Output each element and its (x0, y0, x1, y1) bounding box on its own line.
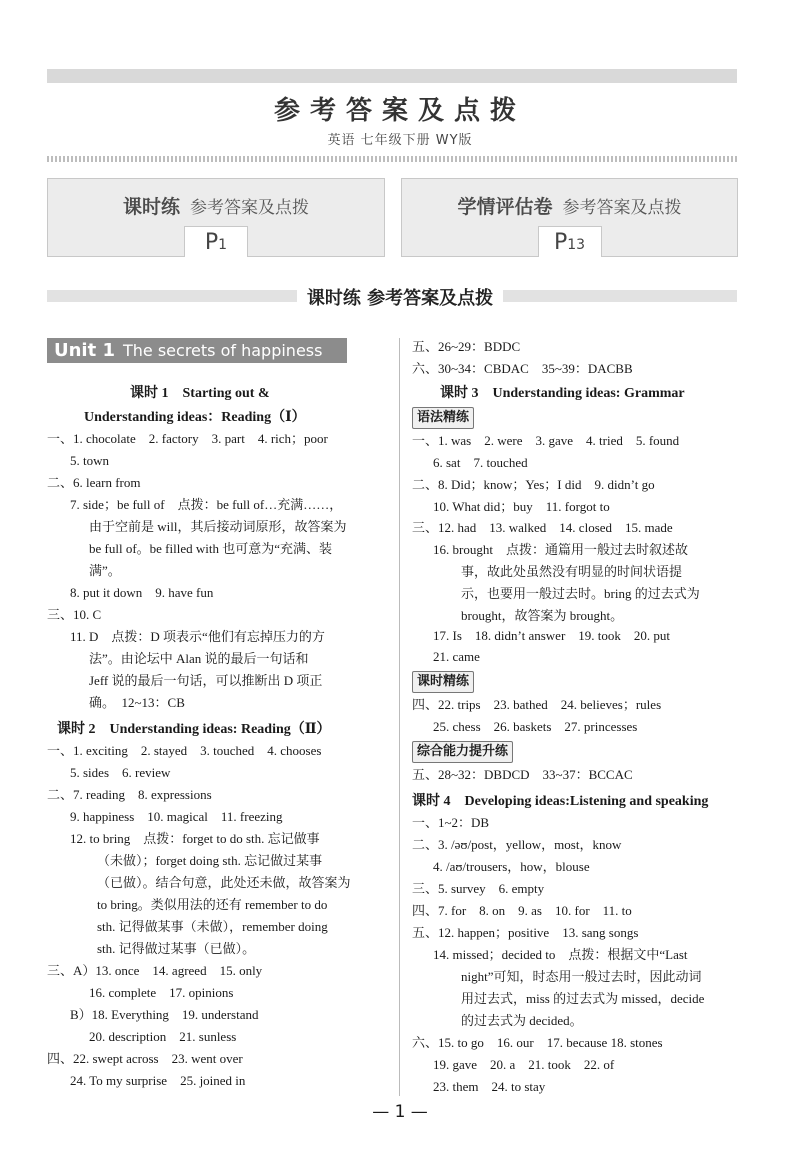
answer-line: 事，故此处虽然没有明显的时间状语提 (461, 564, 683, 579)
unit-banner: Unit 1 The secrets of happiness (47, 338, 347, 363)
column-divider (399, 338, 400, 1096)
box-page-ref: P1 (184, 226, 248, 257)
answer-line: 三、5. survey 6. empty (412, 881, 545, 896)
answer-line: 五、26~29：BDDC (412, 339, 521, 354)
answer-line: 三、A）13. once 14. agreed 15. only (47, 963, 263, 978)
answer-line: to bring。类似用法的还有 remember to do (97, 897, 328, 912)
answer-line: 5. sides 6. review (70, 765, 171, 780)
answer-line: （未做）；forget doing sth. 忘记做过某事 (97, 853, 323, 868)
box-assessment (401, 178, 738, 257)
box-page-ref: P13 (538, 226, 602, 257)
answer-line: be full of。be filled with 也可意为“充满、装 (89, 541, 332, 556)
answer-line: 三、10. C (47, 607, 102, 622)
answer-line: 法”。由论坛中 Alan 说的最后一句话和 (89, 651, 309, 666)
box-lesson-practice (47, 178, 385, 257)
answer-line: night”可知，时态用一般过去时，因此动词 (461, 969, 702, 984)
page-number: — 1 — (372, 1102, 428, 1122)
answer-line: 4. /aʊ/trousers，how，blouse (433, 859, 590, 874)
answer-line: sth. 记得做过某事（已做）。 (97, 941, 256, 956)
answer-line: 示，也要用一般过去时。bring 的过去式为 (461, 586, 700, 601)
answer-line: 二、6. learn from (47, 475, 141, 490)
answer-line: 六、30~34：CBDAC 35~39：DACBB (412, 361, 633, 376)
answer-line: 7. side；be full of 点拨：be full of…充满……， (70, 497, 343, 512)
header-bar (47, 69, 737, 83)
box-label: 参考答案及点拨 (562, 198, 682, 218)
section-tag: 综合能力提升练 (412, 741, 513, 763)
answer-line: （已做）。结合句意，此处还未做，故答案为 (97, 875, 351, 890)
answer-line: 5. town (70, 453, 109, 468)
dotted-divider (47, 156, 737, 162)
answer-line: 满”。 (89, 563, 121, 578)
box-bold-label: 学情评估卷 (457, 196, 553, 218)
answer-line: 用过去式，miss 的过去式为 missed，decide (461, 991, 705, 1006)
answer-line: 16. brought 点拨：通篇用一般过去时叙述故 (433, 542, 688, 557)
answer-line: brought，故答案为 brought。 (461, 608, 624, 623)
answer-line: 的过去式为 decided。 (461, 1013, 583, 1028)
lesson-heading: 课时 3 Understanding ideas: Grammar (440, 386, 685, 401)
answer-line: 24. To my surprise 25. joined in (70, 1073, 246, 1088)
answer-line: 四、22. swept across 23. went over (47, 1051, 243, 1066)
answer-line: 11. D 点拨：D 项表示“他们有忘掉压力的方 (70, 629, 325, 644)
answer-line: 17. Is 18. didn’t answer 19. took 20. put (433, 628, 670, 643)
lesson-heading: Understanding ideas：Reading（Ⅰ） (84, 410, 306, 425)
answer-line: 14. missed；decided to 点拨：根据文中“Last (433, 947, 688, 962)
answer-line: 由于空前是 will，其后接动词原形，故答案为 (89, 519, 347, 534)
answer-line: 二、3. /əʊ/post，yellow，most，know (412, 837, 622, 852)
page-title: 参考答案及点拨 (273, 96, 526, 126)
answer-line: 确。 12~13：CB (89, 695, 185, 710)
answer-line: 21. came (433, 649, 480, 664)
answer-line: 三、12. had 13. walked 14. closed 15. made (412, 520, 673, 535)
answer-line: 23. them 24. to stay (433, 1079, 546, 1094)
answer-line: 6. sat 7. touched (433, 455, 528, 470)
answer-line: 一、1. exciting 2. stayed 3. touched 4. chooses (47, 743, 322, 758)
answer-line: 一、1. chocolate 2. factory 3. part 4. rich；poor (47, 431, 328, 446)
answer-line: 五、28~32：DBDCD 33~37：BCCAC (412, 767, 633, 782)
lesson-heading: 课时 1 Starting out & (130, 386, 270, 401)
answer-line: 一、1. was 2. were 3. gave 4. tried 5. found (412, 433, 680, 448)
answer-line: 19. gave 20. a 21. took 22. of (433, 1057, 615, 1072)
answer-line: 12. to bring 点拨：forget to do sth. 忘记做事 (70, 831, 320, 846)
answer-line: B）18. Everything 19. understand (70, 1007, 259, 1022)
answer-line: Jeff 说的最后一句话，可以推断出 D 项正 (89, 673, 323, 688)
box-label: 参考答案及点拨 (190, 198, 309, 218)
lesson-heading: 课时 2 Understanding ideas: Reading（Ⅱ） (57, 722, 331, 737)
answer-line: 二、8. Did；know；Yes；I did 9. didn’t go (412, 477, 655, 492)
answer-line: 一、1~2：DB (412, 815, 490, 830)
lesson-heading: 课时 4 Developing ideas:Listening and speaking (412, 794, 709, 809)
box-bold-label: 课时练 (122, 196, 180, 218)
section-title: 课时练 参考答案及点拨 (0, 284, 800, 310)
section-tag: 语法精练 (412, 407, 474, 429)
answer-line: 16. complete 17. opinions (89, 985, 234, 1000)
answer-line: 25. chess 26. baskets 27. princesses (433, 719, 638, 734)
section-tag: 课时精练 (412, 671, 474, 693)
answer-line: sth. 记得做某事（未做），remember doing (97, 919, 328, 934)
answer-line: 20. description 21. sunless (89, 1029, 237, 1044)
answer-line: 8. put it down 9. have fun (70, 585, 214, 600)
page-subtitle: 英语 七年级下册 WY版 (327, 133, 473, 148)
answer-line: 9. happiness 10. magical 11. freezing (70, 809, 283, 824)
answer-line: 四、7. for 8. on 9. as 10. for 11. to (412, 903, 632, 918)
answer-line: 二、7. reading 8. expressions (47, 787, 212, 802)
answer-line: 六、15. to go 16. our 17. because 18. stones (412, 1035, 663, 1050)
answer-line: 四、22. trips 23. bathed 24. believes；rules (412, 697, 662, 712)
answer-line: 10. What did；buy 11. forgot to (433, 499, 610, 514)
answer-line: 五、12. happen；positive 13. sang songs (412, 925, 639, 940)
